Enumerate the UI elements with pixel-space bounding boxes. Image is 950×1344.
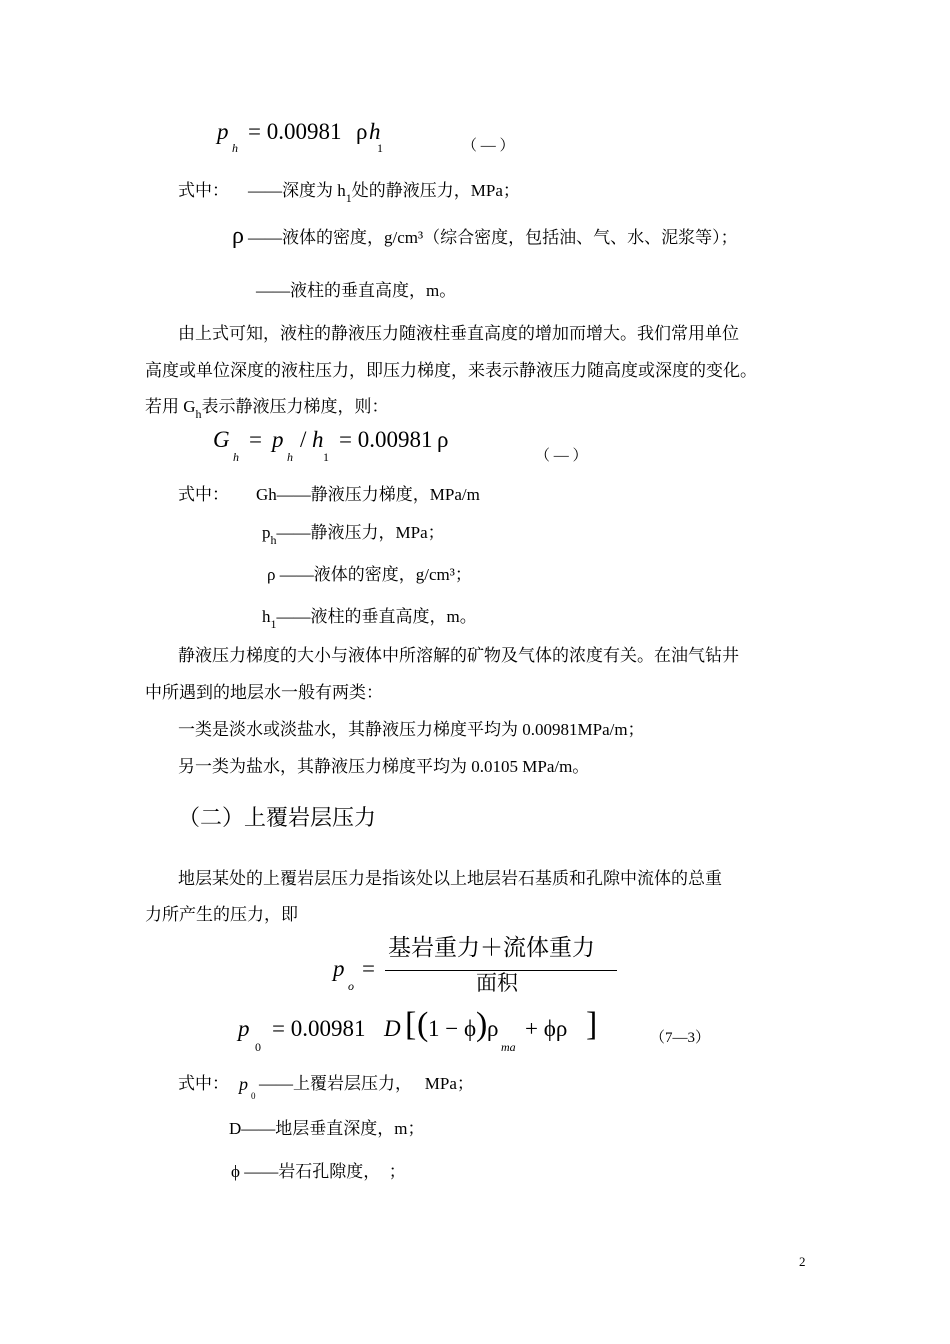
defs2-line4-b: ——液柱的垂直高度，m。: [276, 607, 477, 626]
eq2-sub-h1: h: [233, 450, 239, 464]
defs3-line1-sub: 0: [251, 1091, 256, 1101]
eq4-rhs: = 0.00981: [272, 1016, 366, 1041]
para2-line3: 一类是淡水或淡盐水，其静液压力梯度平均为 0.00981MPa/m；: [178, 720, 645, 739]
defs2-line2-sub: h: [270, 533, 277, 547]
defs3-line2: D——地层垂直深度，m；: [229, 1119, 425, 1138]
eq3-numerator: 基岩重力＋流体重力: [388, 935, 595, 960]
eq4-right-paren: ): [476, 1006, 488, 1043]
eq4-D: D: [384, 1016, 401, 1041]
eq2-number: （ — ）: [535, 448, 588, 464]
defs1-prefix: 式中：: [178, 181, 229, 200]
eq2-slash: /: [300, 427, 307, 452]
defs3-prefix: 式中：: [178, 1074, 229, 1093]
defs1-line3: ——液柱的垂直高度，m。: [256, 281, 457, 300]
eq4-plus-phi-rho: + ϕρ: [525, 1016, 568, 1041]
defs1-line1-sub: 1: [345, 191, 352, 205]
defs1-line1: [248, 181, 520, 205]
eq2-sub-h2: h: [287, 450, 293, 464]
eq4-sub-0: 0: [255, 1040, 261, 1054]
eq1-sub-h: h: [232, 141, 238, 155]
para2-line2: 中所遇到的地层水一般有两类：: [145, 683, 383, 702]
para3-line1: 地层某处的上覆岩层压力是指该处以上地层岩石基质和孔隙中流体的总重: [178, 869, 722, 888]
eq2-p: p: [272, 427, 284, 452]
eq1-p: p: [217, 119, 229, 144]
defs2-line4: [262, 607, 477, 631]
eq4-p: p: [238, 1016, 250, 1041]
defs1-line1-b: 处的静液压力，MPa；: [351, 181, 520, 200]
eq1-h: h: [369, 119, 381, 144]
defs3-line1-b: ——上覆岩层压力， MPa；: [259, 1074, 474, 1093]
para1-line3: [145, 397, 389, 421]
para2-line4: 另一类为盐水，其静液压力梯度平均为 0.0105 MPa/m。: [178, 757, 590, 776]
defs3-line1-p: p: [239, 1074, 248, 1094]
para1-line2: 高度或单位深度的液柱压力，即压力梯度，来表示静液压力随高度或深度的变化。: [145, 361, 757, 380]
eq1-number: （ — ）: [462, 138, 515, 154]
eq2-eq: =: [249, 427, 262, 452]
eq1-sub-1: 1: [377, 141, 383, 155]
para2-line1: 静液压力梯度的大小与液体中所溶解的矿物及气体的浓度有关。在油气钻井: [178, 646, 739, 665]
defs2-line2-b: ——静液压力，MPa；: [276, 523, 445, 542]
defs1-line1-a: ——深度为 h: [248, 181, 346, 200]
defs2-line3: ρ ——液体的密度，g/cm³；: [267, 565, 472, 584]
eq2-sub-1: 1: [323, 450, 329, 464]
eq4-rho: ρ: [487, 1016, 499, 1041]
para1-line3-sub: h: [195, 407, 202, 421]
eq4-right-bracket: ]: [586, 1006, 598, 1043]
page-number: 2: [799, 1254, 806, 1269]
defs1-rho-symbol: ρ: [232, 223, 244, 249]
defs2-line4-a: h: [262, 607, 271, 626]
para1-line3-a: 若用 G: [145, 397, 196, 416]
defs1-line2: ——液体的密度，g/cm³（综合密度，包括油、气、水、泥浆等）；: [248, 228, 738, 247]
defs2-line1: Gh——静液压力梯度，MPa/m: [256, 485, 480, 504]
eq4-left-paren: (: [417, 1006, 429, 1043]
section-heading: （二）上覆岩层压力: [178, 805, 377, 830]
defs3-line3: ϕ ——岩石孔隙度， ；: [231, 1162, 406, 1181]
eq3-sub-o: o: [348, 979, 354, 993]
defs2-line4-sub: 1: [270, 617, 277, 631]
eq3-denominator: 面积: [476, 971, 518, 995]
eq2-rhs: = 0.00981: [339, 427, 433, 452]
para1-line3-b: 表示静液压力梯度，则：: [201, 397, 389, 416]
eq4-number: （7—3）: [650, 1030, 711, 1046]
defs2-line2-a: p: [262, 523, 271, 542]
para1-line1: 由上式可知，液柱的静液压力随液柱垂直高度的增加而增大。我们常用单位: [178, 324, 739, 343]
eq3-p: p: [333, 956, 345, 981]
defs2-prefix: 式中：: [178, 485, 229, 504]
eq4-one-minus-phi: 1 − ϕ: [428, 1016, 477, 1041]
eq2-h: h: [312, 427, 324, 452]
eq1-rho: ρ: [356, 119, 368, 144]
eq4-left-bracket: [: [405, 1006, 417, 1043]
eq2-G: G: [213, 427, 230, 452]
para3-line2: 力所产生的压力，即: [145, 905, 298, 924]
eq4-sub-ma: ma: [501, 1040, 516, 1054]
defs2-line2: [262, 523, 445, 547]
eq2-rho: ρ: [437, 427, 449, 452]
eq3-equals: =: [362, 956, 375, 981]
eq1-rhs: = 0.00981: [248, 119, 342, 144]
